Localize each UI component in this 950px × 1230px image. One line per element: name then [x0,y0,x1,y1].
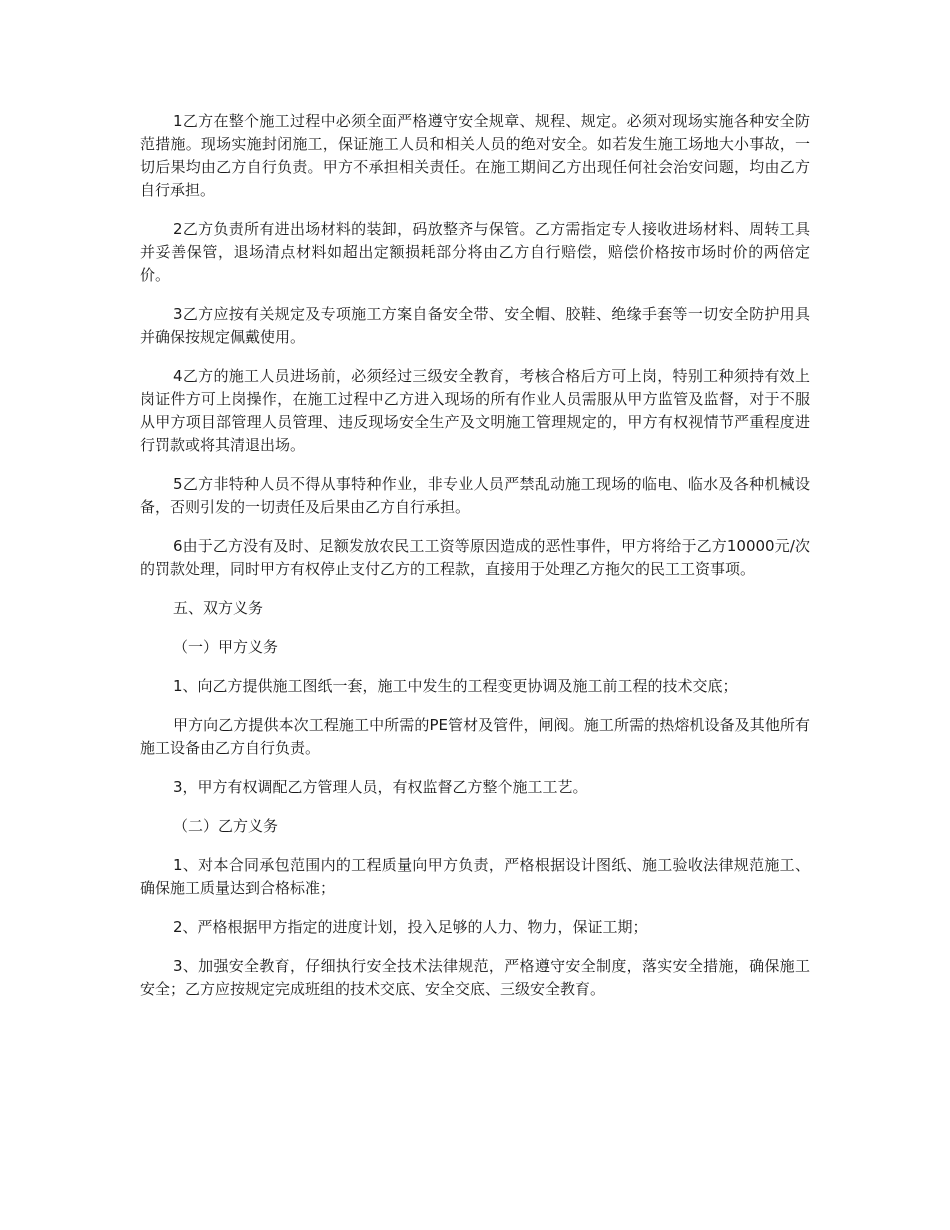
party-a-duty-2: 甲方向乙方提供本次工程施工中所需的PE管材及管件，闸阀。施工所需的热熔机设备及其他所有施工设备由乙方自行负责。 [140,716,810,757]
clause-4-paragraph: 4乙方的施工人员进场前，必须经过三级安全教育，考核合格后方可上岗，特别工种须持有效上岗证件方可上岗操作，在施工过程中乙方进入现场的所有作业人员需服从甲方监管及监督，对于不服从甲方项目部管理人员管理、违反现场安全生产及文明施工管理规定的，甲方有权视情节严重程度进行罚款或将其清退出场。 [140,367,810,454]
section-five-heading: 五、双方义务 [173,599,264,617]
clause-3-paragraph: 3乙方应按有关规定及专项施工方案自备安全带、安全帽、胶鞋、绝缘手套等一切安全防护用具并确保按规定佩戴使用。 [140,305,810,346]
document-body [140,110,810,1017]
party-b-duties-heading: （二）乙方义务 [173,817,279,835]
party-a-duty-1: 1、向乙方提供施工图纸一套，施工中发生的工程变更协调及施工前工程的技术交底； [173,677,738,695]
party-b-duty-2: 2、严格根据甲方指定的进度计划，投入足够的人力、物力，保证工期； [173,918,648,936]
clause-6-paragraph: 6由于乙方没有及时、足额发放农民工工资等原因造成的恶性事件，甲方将给于乙方10000元/次的罚款处理，同时甲方有权停止支付乙方的工程款，直接用于处理乙方拖欠的民工工资事项。 [140,537,810,578]
party-a-duties-heading: （一）甲方义务 [173,638,279,656]
clause-1-paragraph: 1乙方在整个施工过程中必须全面严格遵守安全规章、规程、规定。必须对现场实施各种安全防范措施。现场实施封闭施工，保证施工人员和相关人员的绝对安全。如若发生施工场地大小事故，一切后果均由乙方自行负责。甲方不承担相关责任。在施工期间乙方出现任何社会治安问题，均由乙方自行承担。 [140,112,810,199]
party-a-duty-3: 3，甲方有权调配乙方管理人员，有权监督乙方整个施工工艺。 [173,778,588,796]
party-b-duty-3: 3、加强安全教育，仔细执行安全技术法律规范，严格遵守安全制度，落实安全措施，确保施工安全；乙方应按规定完成班组的技术交底、安全交底、三级安全教育。 [140,957,810,998]
clause-5-paragraph: 5乙方非特种人员不得从事特种作业，非专业人员严禁乱动施工现场的临电、临水及各种机械设备，否则引发的一切责任及后果由乙方自行承担。 [140,475,810,516]
clause-2-paragraph: 2乙方负责所有进出场材料的装卸，码放整齐与保管。乙方需指定专人接收进场材料、周转工具并妥善保管，退场清点材料如超出定额损耗部分将由乙方自行赔偿，赔偿价格按市场时价的两倍定价。 [140,220,810,284]
party-b-duty-1: 1、对本合同承包范围内的工程质量向甲方负责，严格根据设计图纸、施工验收法律规范施工、确保施工质量达到合格标准； [140,856,810,897]
